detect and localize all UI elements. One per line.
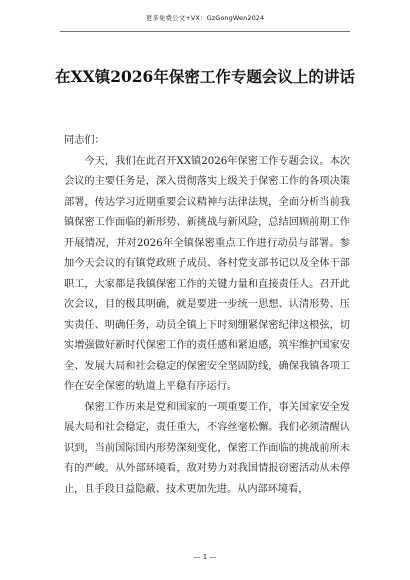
header-divider xyxy=(60,31,350,32)
paragraph-2: 保密工作历来是党和国家的一项重要工作，事关国家安全发展大局和社会稳定，责任重大，不容丝毫松懈。我们必须清醒认识到，当前国际国内形势深刻变化，保密工作面临的挑战前所未有的严峻。从外部环境看，敌对势力对我国情报窃密活动从未停止，且手段日益隐蔽、技术更加先进。从内部环境看， xyxy=(64,401,350,495)
document-title: 在XX镇2026年保密工作专题会议上的讲话 xyxy=(55,67,355,86)
salutation: 同志们： xyxy=(64,135,105,146)
page-number: — 1 — xyxy=(193,553,217,561)
header-banner: 更多免费公文+VX：GzGongWen2024 xyxy=(145,14,265,22)
document-body xyxy=(64,131,350,500)
paragraph-1: 今天，我们在此召开XX镇2026年保密工作专题会议。本次会议的主要任务是，深入贯彻落实上级关于保密工作的各项决策部署，传达学习近期重要会议精神与法律法规，全面分析当前我镇保密工作面临的新形势、新挑战与新风险，总结回顾前期工作开展情况，并对2026年全镇保密重点工作进行动员与部署。参加今天会议的有镇党政班子成员、各村党支部书记以及全体干部职工，大家都是我镇保密工作的关键力量和直接责任人。召开此次会议，目的极其明确，就是要进一步统一思想、认清形势、压实责任、明确任务，动员全镇上下时刻绷紧保密纪律这根弦，切实增强做好新时代保密工作的责任感和紧迫感，筑牢维护国家安全、发展大局和社会稳定的保密安全坚固防线，确保我镇各项工作在安全保密的轨道上平稳有序运行。 xyxy=(64,155,350,392)
